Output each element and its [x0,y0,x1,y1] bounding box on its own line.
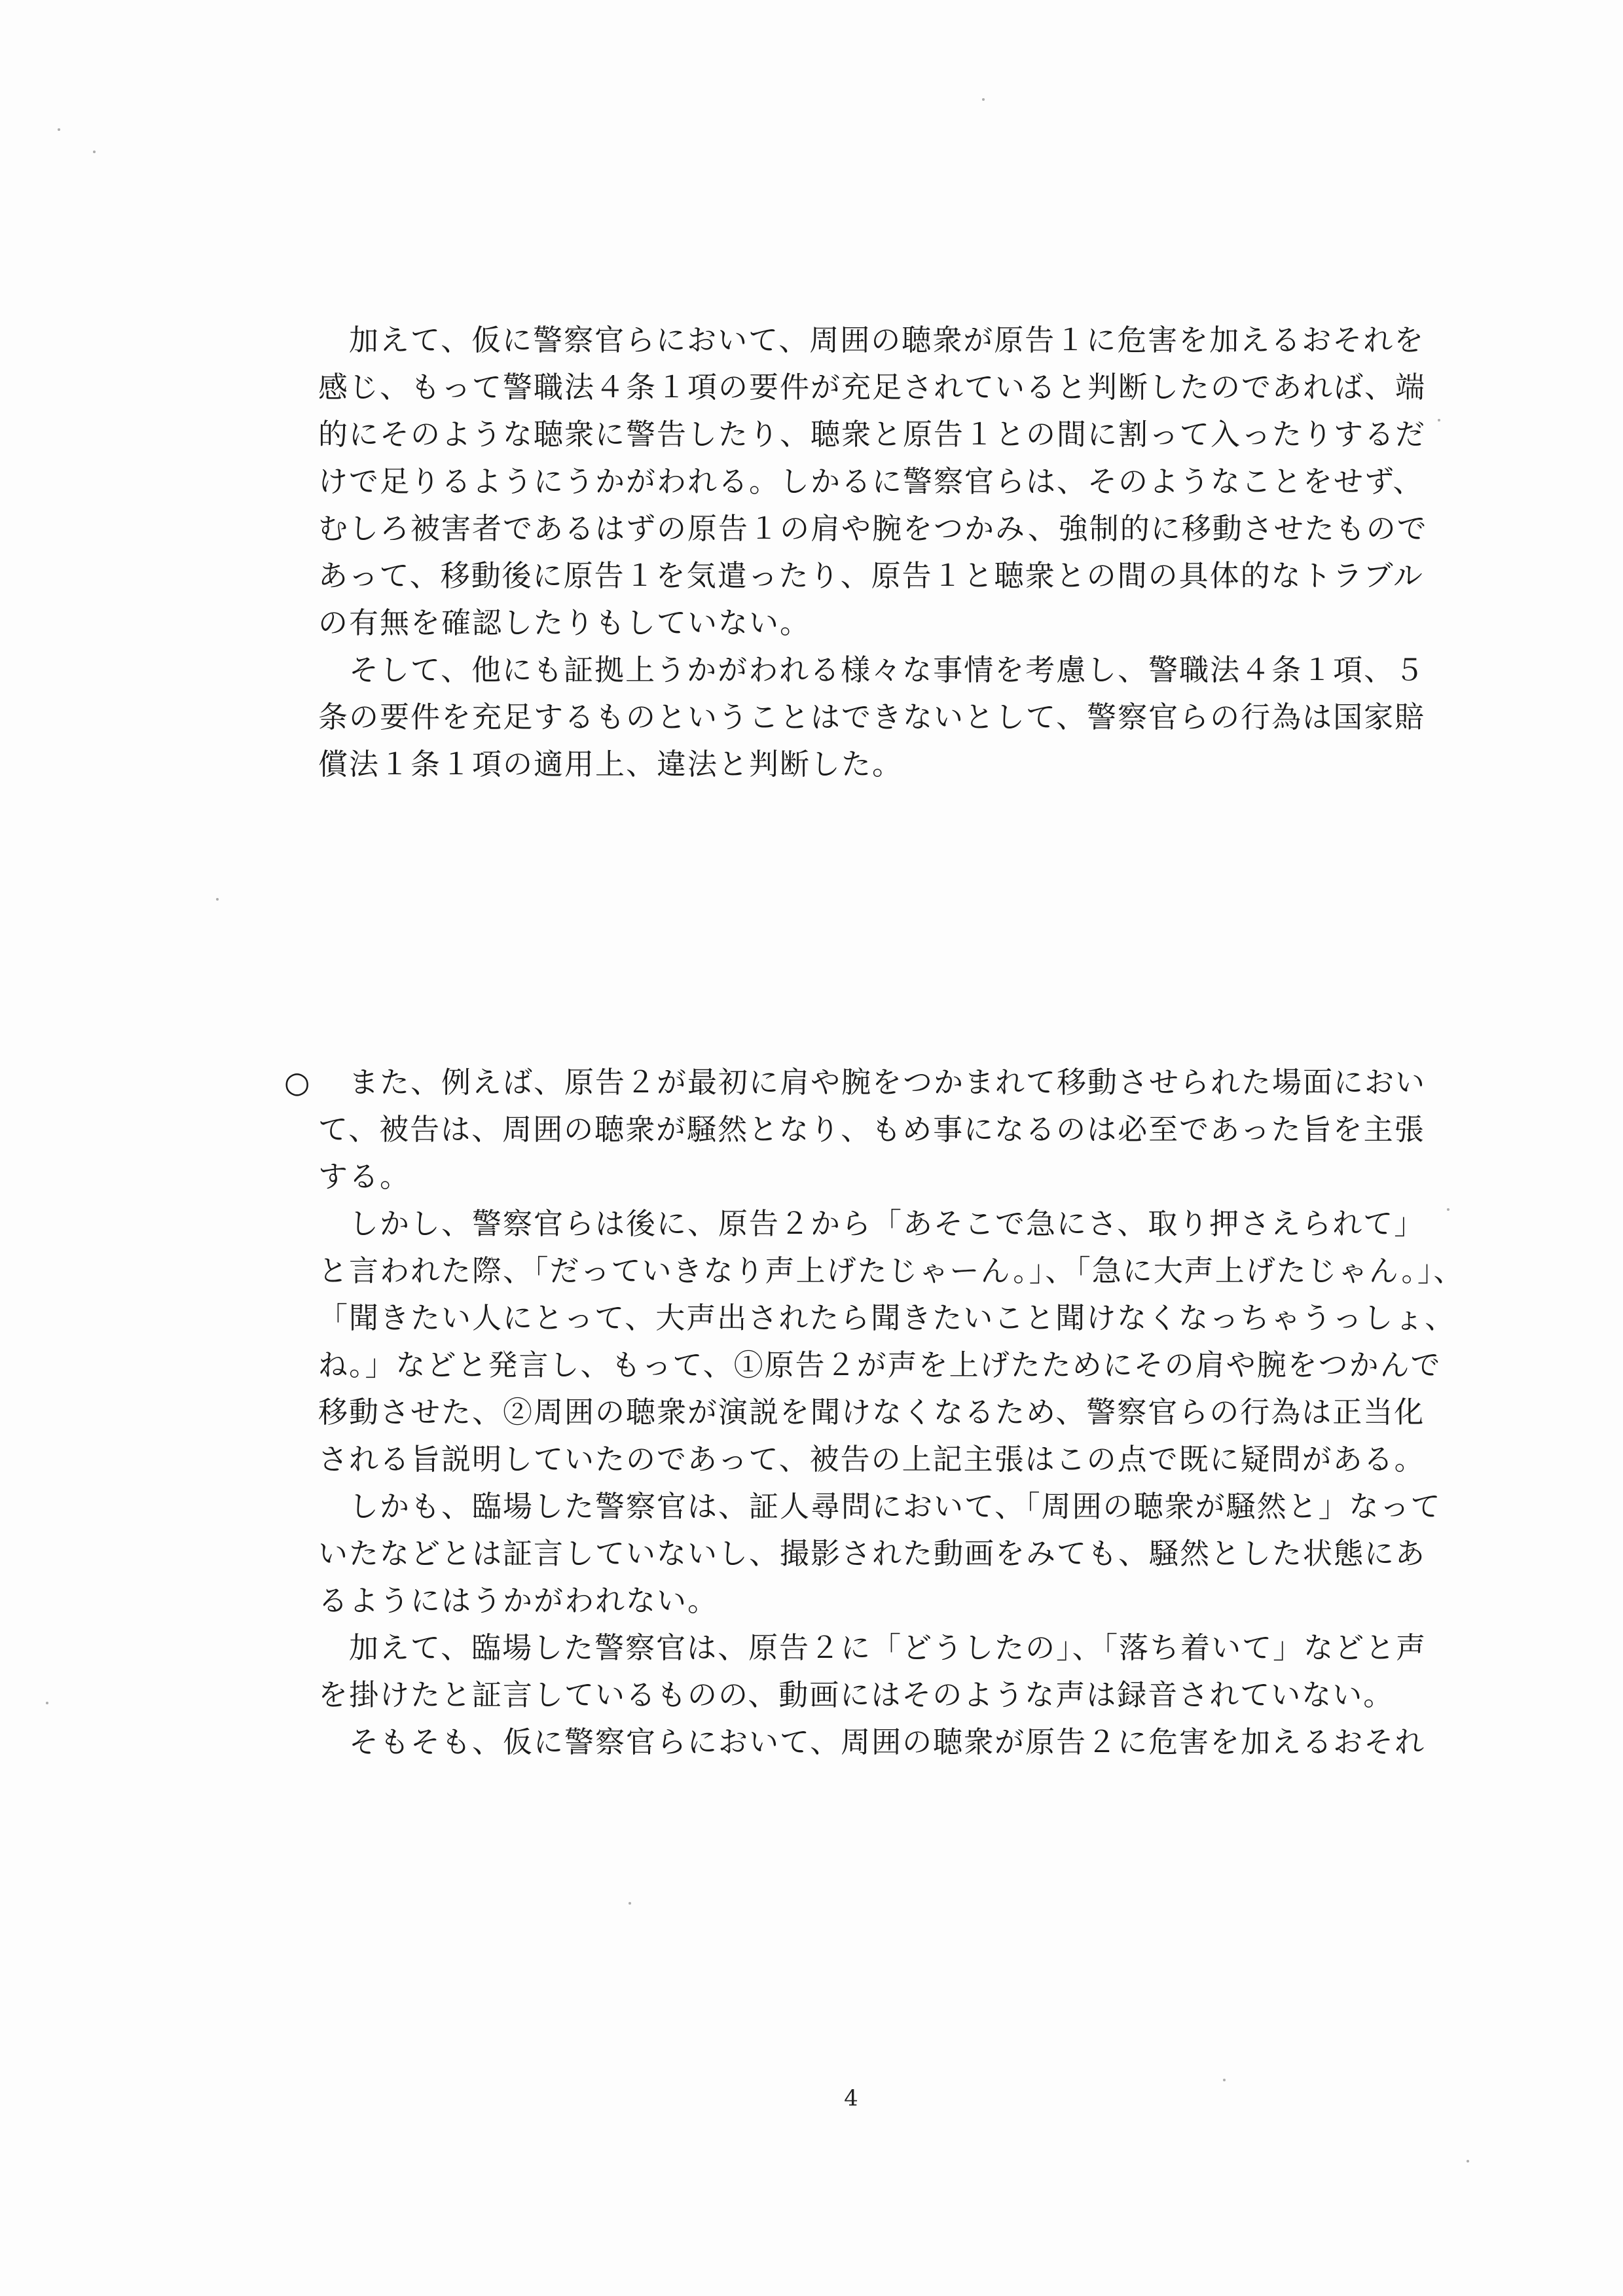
text-line: そもそも、仮に警察官らにおいて、周囲の聴衆が原告２に危害を加えるおそれ [318,1725,1426,1759]
text-line: むしろ被害者であるはずの原告１の肩や腕をつかみ、強制的に移動させたもので [318,511,1428,546]
text-line: て、被告は、周囲の聴衆が騒然となり、もめ事になるのは必至であった旨を主張 [318,1112,1425,1147]
scan-speck [1438,419,1440,422]
text-line: 的にそのような聴衆に警告したり、聴衆と原告１との間に割って入ったりするだ [318,417,1427,452]
text-line: の有無を確認したりもしていない。 [318,605,811,640]
text-line: いたなどとは証言していないし、撮影された動画をみても、騒然とした状態にあ [318,1536,1427,1571]
scan-speck [1467,2160,1469,2162]
paragraph-block-2 [284,1059,1465,1766]
text-line: しかし、警察官らは後に、原告２から「あそこで急にさ、取り押さえられて」 [318,1206,1425,1241]
text-line: ね。」などと発言し、もって、①原告２が声を上げたためにその肩や腕をつかんで [318,1348,1442,1382]
text-line: を掛けたと証言しているものの、動画にはそのような声は録音されていない。 [318,1677,1395,1712]
bullet-circle-icon: ○ [284,1065,312,1100]
scan-speck [46,1702,48,1704]
scan-speck [982,98,985,101]
text-line: そして、他にも証拠上うかがわれる様々な事情を考慮し、警職法４条１項、５ [318,653,1426,687]
text-line: される旨説明していたのであって、被告の上記主張はこの点で既に疑問がある。 [318,1442,1425,1477]
paragraph-block-1 [318,317,1461,788]
text-line: あって、移動後に原告１を気遣ったり、原告１と聴衆との間の具体的なトラブル [318,558,1424,593]
text-line: 感じ、もって警職法４条１項の要件が充足されていると判断したのであれば、端 [318,370,1427,404]
text-line: しかも、臨場した警察官は、証人尋問において、「周囲の聴衆が騒然と」なって [318,1489,1442,1524]
text-line: 加えて、臨場した警察官は、原告２に「どうしたの」、「落ち着いて」などと声 [318,1630,1427,1665]
text-line: るようにはうかがわれない。 [318,1583,719,1618]
text-line: 移動させた、②周囲の聴衆が演説を聞けなくなるため、警察官らの行為は正当化 [318,1395,1425,1429]
text-line: けで足りるようにうかがわれる。しかるに警察官らは、そのようなことをせず、 [318,464,1424,499]
scan-speck [93,151,96,153]
text-line: 条の要件を充足するものということはできないとして、警察官らの行為は国家賠 [318,700,1426,734]
text-line: する。 [318,1159,411,1194]
bullet-line [284,1059,1461,1106]
page-number: 4 [844,2085,858,2111]
scan-speck [629,1902,631,1905]
text-line: と言われた際、「だっていきなり声上げたじゃーん。」、「急に大声上げたじゃん。」、 [318,1253,1465,1288]
text-line: 加えて、仮に警察官らにおいて、周囲の聴衆が原告１に危害を加えるおそれを [318,323,1425,357]
text-line: 償法１条１項の適用上、違法と判断した。 [318,747,903,781]
scan-speck [216,898,219,901]
text-line: 「聞きたい人にとって、大声出されたら聞きたいこと聞けなくなっちゃうっしょ、 [318,1300,1456,1335]
scan-speck [1447,1208,1450,1211]
scan-speck [58,128,60,131]
scan-speck [1223,2079,1226,2081]
text-line: また、例えば、原告２が最初に肩や腕をつかまれて移動させられた場面におい [318,1065,1427,1100]
